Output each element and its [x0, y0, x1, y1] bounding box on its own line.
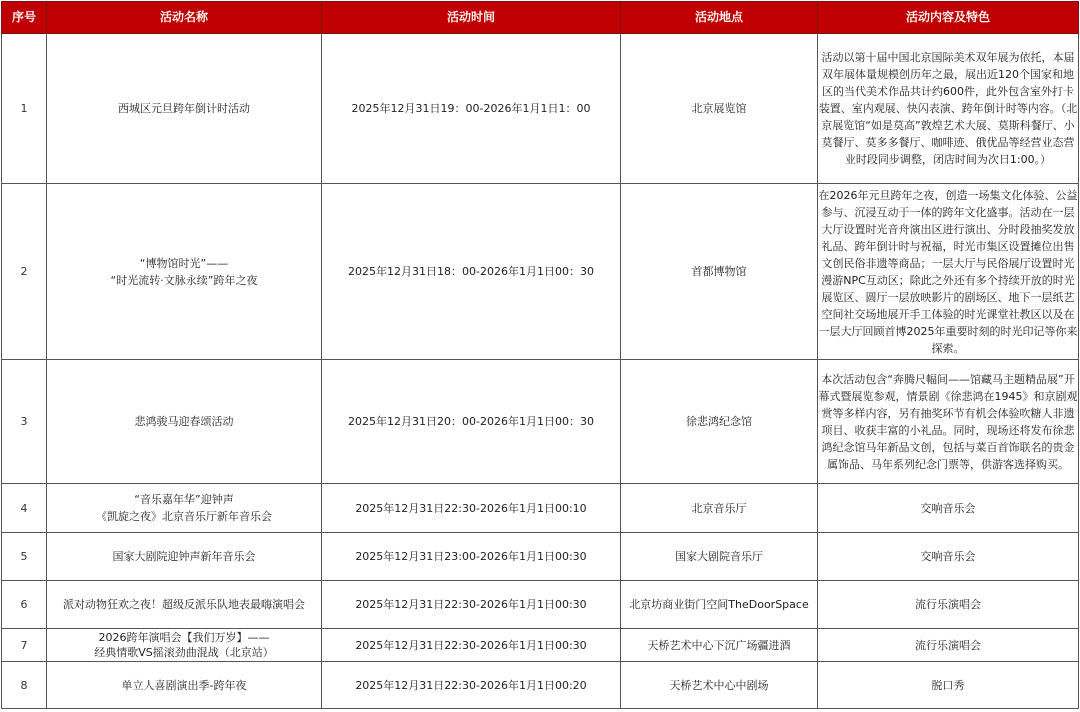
col-header-no: 序号 — [2, 2, 47, 34]
event-name — [47, 629, 322, 662]
header-row — [2, 2, 1079, 34]
event-time: 2025年12月31日22:30-2026年1月1日00:10 — [322, 484, 621, 533]
event-content: 流行乐演唱会 — [818, 581, 1079, 629]
event-content: 在2026年元旦跨年之夜，创造一场集文化体验、公益参与、沉浸互动于一体的跨年文化盛事。活动在一层大厅设置时光音舟演出区进行演出、分时段抽奖发放礼品、跨年倒计时与祝福，时光市集区设置摊位出售文创民俗非遗等商品；一层大厅与民俗展厅设置时光漫游NPC互动区；除此之外还有多个持续开放的时光展览区、圆厅一层放映影片的剧场区、地下一层纸艺空间社交场地展开手工体验的时光课堂社教区以及在一层大厅回顾首博2025年重要时刻的时光印记等你来探索。 — [818, 184, 1079, 360]
event-venue: 徐悲鸿纪念馆 — [621, 360, 818, 484]
table-row — [2, 629, 1079, 662]
event-content: 活动以第十届中国北京国际美术双年展为依托，本届双年展体量规模创历年之最，展出近120个国家和地区的当代美术作品共计约600件，此外包含室外打卡装置、室内观展、快闪表演、跨年倒计时等内容。（北京展览馆“如是莫高”敦煌艺术大展、莫斯科餐厅、小莫餐厅、莫多多餐厅、咖啡迹、俄优品等经营业态营业时段同步调整，闭店时间为次日1:00。） — [818, 34, 1079, 184]
event-name — [47, 360, 322, 484]
table-row — [2, 360, 1079, 484]
event-venue: 首都博物馆 — [621, 184, 818, 360]
table-row — [2, 184, 1079, 360]
row-number: 6 — [2, 581, 47, 629]
event-time: 2025年12月31日22:30-2026年1月1日00:30 — [322, 629, 621, 662]
event-name-line: 单立人喜剧演出季-跨年夜 — [121, 678, 247, 692]
row-number: 4 — [2, 484, 47, 533]
table-row — [2, 484, 1079, 533]
table-body — [2, 34, 1079, 709]
event-name — [47, 581, 322, 629]
event-time: 2025年12月31日20：00-2026年1月1日00：30 — [322, 360, 621, 484]
event-time: 2025年12月31日22:30-2026年1月1日00:30 — [322, 581, 621, 629]
event-name-line: 派对动物狂欢之夜！超级反派乐队地表最嗨演唱会 — [63, 598, 305, 611]
event-content: 脱口秀 — [818, 662, 1079, 709]
event-venue: 国家大剧院音乐厅 — [621, 533, 818, 581]
event-venue: 北京展览馆 — [621, 34, 818, 184]
event-name — [47, 484, 322, 533]
event-content: 本次活动包含“奔腾尺幅间——馆藏马主题精品展”开幕式暨展览参观，情景剧《徐悲鸿在1945》和京剧观赏等多样内容，另有抽奖环节有机会体验吹糖人非遗项目、收获丰富的小礼品。同时，现场还将发布徐悲鸿纪念馆马年新品文创，包括与菜百首饰联名的贵金属饰品、马年系列纪念门票等，供游客选择购买。 — [818, 360, 1079, 484]
event-time: 2025年12月31日18：00-2026年1月1日00：30 — [322, 184, 621, 360]
event-venue: 天桥艺术中心下沉广场疆进酒 — [621, 629, 818, 662]
event-name-line: 西城区元旦跨年倒计时活动 — [118, 102, 250, 115]
row-number: 5 — [2, 533, 47, 581]
row-number: 1 — [2, 34, 47, 184]
event-name-line: 国家大剧院迎钟声新年音乐会 — [112, 550, 256, 563]
event-name-line: 2026跨年演唱会【我们万岁】—— — [98, 631, 270, 644]
event-name — [47, 34, 322, 184]
col-header-time: 活动时间 — [322, 2, 621, 34]
row-number: 3 — [2, 360, 47, 484]
event-name-line: “时光流转·文脉永续”跨年之夜 — [110, 273, 258, 287]
event-venue: 北京音乐厅 — [621, 484, 818, 533]
table-row — [2, 34, 1079, 184]
event-name — [47, 184, 322, 360]
event-time: 2025年12月31日22:30-2026年1月1日00:20 — [322, 662, 621, 709]
table-row — [2, 533, 1079, 581]
event-content: 交响音乐会 — [818, 484, 1079, 533]
event-content: 交响音乐会 — [818, 533, 1079, 581]
event-name-line: 经典情歌VS摇滚劲曲混战（北京站） — [94, 646, 274, 659]
events-table — [1, 1, 1079, 709]
table-row — [2, 662, 1079, 709]
row-number: 7 — [2, 629, 47, 662]
table-row — [2, 581, 1079, 629]
event-name-line: 《凯旋之夜》北京音乐厅新年音乐会 — [96, 510, 272, 523]
event-venue: 天桥艺术中心中剧场 — [621, 662, 818, 709]
row-number: 8 — [2, 662, 47, 709]
col-header-content: 活动内容及特色 — [818, 2, 1079, 34]
event-name — [47, 662, 322, 709]
col-header-venue: 活动地点 — [621, 2, 818, 34]
table-header — [2, 2, 1079, 34]
event-venue: 北京坊商业街门空间TheDoorSpace — [621, 581, 818, 629]
event-name — [47, 533, 322, 581]
event-name-line: “博物馆时光”—— — [139, 256, 229, 270]
row-number: 2 — [2, 184, 47, 360]
col-header-name: 活动名称 — [47, 2, 322, 34]
event-name-line: 悲鸿骏马迎春颂活动 — [134, 415, 234, 428]
event-time: 2025年12月31日23:00-2026年1月1日00:30 — [322, 533, 621, 581]
event-name-line: “音乐嘉年华”迎钟声 — [134, 493, 234, 506]
event-time: 2025年12月31日19：00-2026年1月1日1：00 — [322, 34, 621, 184]
event-content: 流行乐演唱会 — [818, 629, 1079, 662]
